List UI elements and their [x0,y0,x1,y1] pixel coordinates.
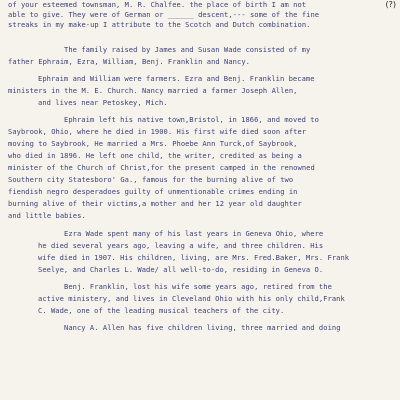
text-line: Benj. Franklin, lost his wife some years ago, retired from the [64,282,332,291]
text-line: Seelye, and Charles L. Wade/ all well-to-do, residing in Geneva O. [38,265,324,274]
text-line: burning alive of their victims,a mother and her 12 year old daughter [8,199,302,208]
margin-annotation: (?) [385,0,396,9]
text-line: Saybrook, Ohio, where he died in 1900. His first wife died soon after [8,127,307,136]
text-line: ministers in the M. E. Church. Nancy married a farmer Joseph Allen, [8,86,298,95]
text-line: Southern city Statesboro' Ga., famous for the burning alive of two [8,175,294,184]
text-line: C. Wade, one of the leading musical teachers of the city. [38,306,285,315]
text-line: moving to Saybrook, He married a Mrs. Phoebe Ann Turck,of Saybrook, [8,139,298,148]
text-line: minister of the Church of Christ,for the present camped in the renowned [8,163,315,172]
text-line: he died several years ago, leaving a wife, and three children. His [38,241,324,250]
text-line: father Ephraim, Ezra, William, Benj. Franklin and Nancy. [8,57,250,66]
text-line: wife died in 1907. His children, living, are Mrs. Fred.Baker, Mrs. Frank [38,253,350,262]
text-line: of your esteemed townsman, M. R. Chalfee. the place of birth I am not [8,0,307,9]
text-line: Nancy A. Allen has five children living, three married and doing [64,323,341,332]
text-line: The family raised by James and Susan Wade consisted of my [64,45,311,54]
text-line: streaks in my make-up I attribute to the Scotch and Dutch combination. [8,20,311,29]
text-line: Ephraim and William were farmers. Ezra and Benj. Franklin became [38,74,315,83]
text-line: and little babies. [8,211,86,220]
text-line: able to give. They were of German or ______ descent,--- some of the fine [8,10,320,19]
text-line: who died in 1896. He left one child, the writer, credited as being a [8,151,302,160]
text-line: Ezra Wade spent many of his last years in Geneva Ohio, where [64,229,324,238]
text-line: active ministery, and lives in Cleveland Ohio with his only child,Frank [38,294,345,303]
text-line: and lives near Petoskey, Mich. [38,98,168,107]
text-line: fiendish negro desperadoes guilty of unmentionable crimes ending in [8,187,298,196]
text-line: Ephraim left his native town,Bristol, in 1866, and moved to [64,115,319,124]
